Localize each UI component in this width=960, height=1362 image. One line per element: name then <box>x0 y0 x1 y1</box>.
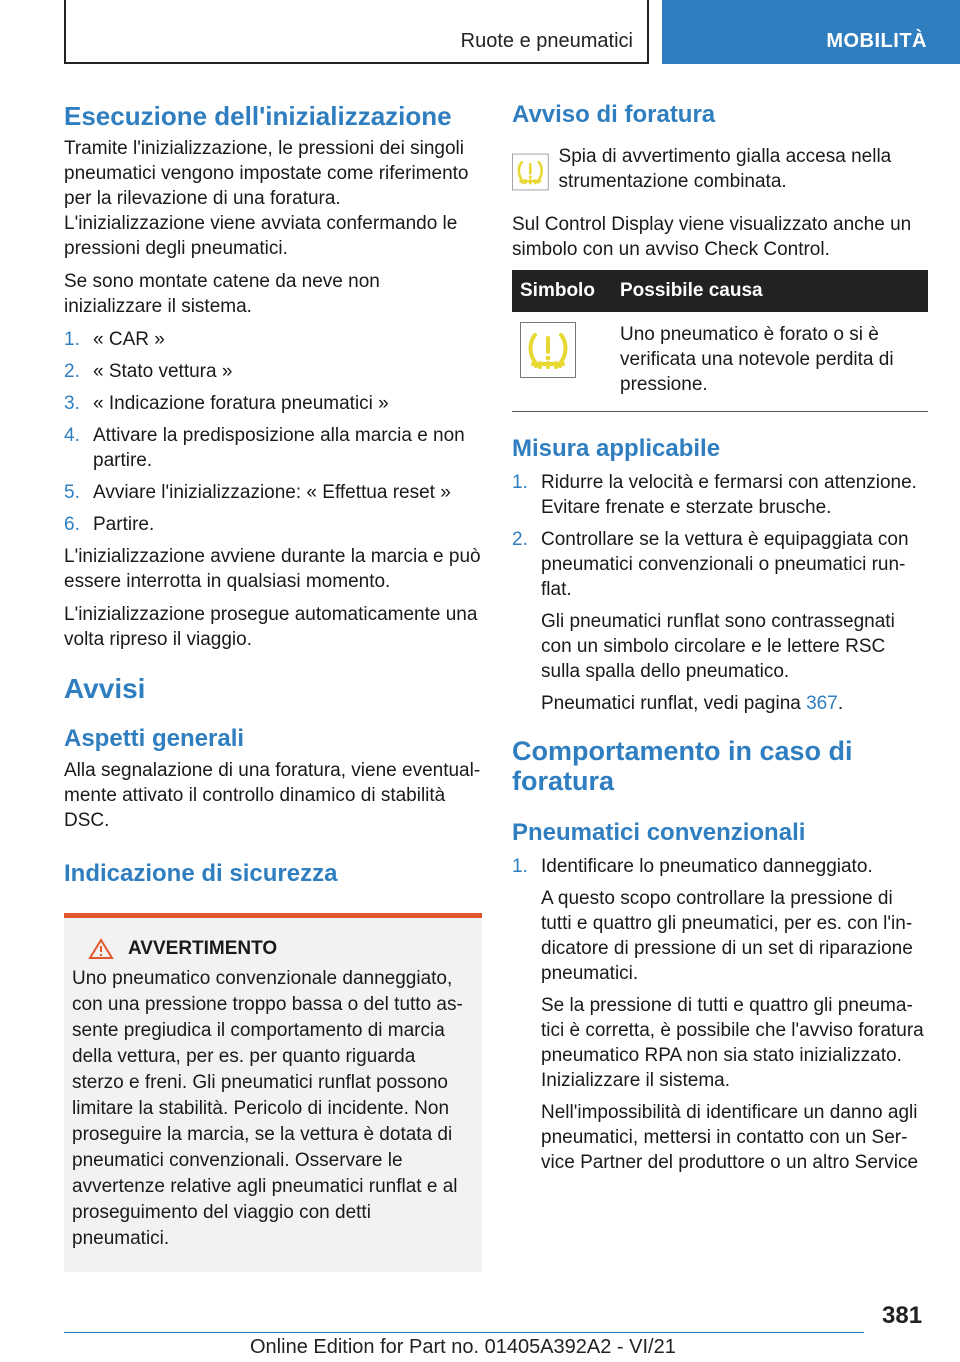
right-column <box>512 100 928 1182</box>
warning-triangle-icon <box>88 938 114 960</box>
page-link[interactable]: 367 <box>806 693 838 714</box>
table-cell-symbol <box>512 312 612 412</box>
table-header-cause: Possibile causa <box>612 270 928 312</box>
avvisi-heading: Avvisi <box>64 673 146 704</box>
list-item: 3. « Indicazione foratura pneumatici » <box>64 393 389 414</box>
header-section-title: Ruote e pneumatici <box>460 30 633 52</box>
misura-heading: Misura applicabile <box>512 435 721 462</box>
warning-header <box>72 938 470 960</box>
warning-text: Uno pneumatico convenzionale danneggiato, con una pressione troppo bassa o del tutto assente pregiudica il comportamento di marcia della vettura, per es. per quanto riguarda sterzo e freni. Gli pneumatici runflat possono limitare la stabilità. Pericolo di incidente. Non proseguire la marcia, se la vettura è dotata di pneumatici convenzionali. Osservare le avvertenze relative agli pneumatici runflat e al proseguimento del viaggio con detti pneumatici. <box>72 968 463 1249</box>
warning-box <box>64 913 482 1272</box>
list-item: 1. Identificare lo pneumatico danneggiato. A questo scopo controllare la pressione di tutti e quattro gli pneumatici, per es. con l'indicatore di pressione di un set di riparazione pneumatici. Se la pressione di tutti e quattro gli pneumatici è corretta, è possibile che l'avviso foratura pneumatico RPA non sia stato inizializzato. Inizializzare il sistema. Nell'impossibilità di identificare un danno agli pneumatici, mettersi in contatto con un Service Partner del produttore o un altro Service <box>512 854 928 1175</box>
sicurezza-heading: Indicazione di sicurezza <box>64 860 338 887</box>
list-item: 4. Attivare la predisposizione alla marcia e non partire. <box>64 425 465 471</box>
list-item: 1. Ridurre la velocità e fermarsi con attenzione. Evitare frenate e sterzate brusche. <box>512 472 917 518</box>
conv-sub-paragraph-1: A questo scopo controllare la pressione di tutti e quattro gli pneumatici, per es. con l'indicatore di pressione di un set di riparazione pneumatici. <box>541 888 913 984</box>
page-number: 381 <box>882 1302 923 1329</box>
avviso-icon-row <box>512 144 928 200</box>
misura-steps-list <box>512 470 928 716</box>
left-column <box>64 100 482 1272</box>
avviso-heading: Avviso di foratura <box>512 101 716 128</box>
convenzionali-heading: Pneumatici convenzionali <box>512 819 806 846</box>
init-steps-list <box>64 327 482 537</box>
list-item: 1. « CAR » <box>64 329 165 350</box>
init-paragraph-2: Se sono montate catene da neve non inizializzare il sistema. <box>64 271 380 317</box>
init-paragraph-1: Tramite l'inizializzazione, le pressioni dei singoli pneumatici vengono impostate come riferimento per la rilevazione di una foratura. L'inizializzazione viene avviata confermando le pressioni degli pneumatici. <box>64 138 469 259</box>
list-item: 5. Avviare l'inizializzazione: « Effettua reset » <box>64 482 451 503</box>
init-heading: Esecuzione dell'inizializzazione <box>64 101 452 131</box>
conv-steps-list <box>512 854 928 1175</box>
header-section-tab <box>64 0 649 64</box>
table-header-symbol: Simbolo <box>512 270 612 312</box>
aspetti-heading: Aspetti generali <box>64 725 245 752</box>
conv-sub-paragraph-3: Nell'impossibilità di identificare un danno agli pneumatici, mettersi in contatto con un Service Partner del produttore o un altro Service <box>541 1102 919 1173</box>
conv-sub-paragraph-2: Se la pressione di tutti e quattro gli pneumatici è corretta, è possibile che l'avviso foratura pneumatico RPA non sia stato inizializzato. Inizializzare il sistema. <box>541 995 924 1091</box>
warning-label: AVVERTIMENTO <box>128 938 278 959</box>
table-cell-cause: Uno pneumatico è forato o si è verificata una notevole perdita di pressione. <box>612 312 928 412</box>
header-chapter-tab <box>662 0 960 64</box>
symbol-table <box>512 270 928 412</box>
tire-pressure-warning-icon <box>520 322 576 378</box>
comportamento-heading: Comportamento in caso di foratura <box>512 736 853 796</box>
avviso-icon-text: Spia di avvertimento gialla accesa nella strumentazione combinata. <box>558 146 892 192</box>
list-item: 2. Controllare se la vettura è equipaggiata con pneumatici convenzionali o pneumatici runflat. Gli pneumatici runflat sono contrassegnati con un simbolo circolare e le lettere RSC sulla spalla dello pneumatico. Pneumatici runflat, vedi pagina 367. <box>512 527 928 716</box>
misura-sub-paragraph-1: Gli pneumatici runflat sono contrassegnati con un simbolo circolare e le lettere RSC sulla spalla dello pneumatico. <box>541 611 895 682</box>
tire-pressure-warning-icon <box>512 144 549 200</box>
footer-edition: Online Edition for Part no. 01405A392A2 - VI/21 <box>250 1336 676 1358</box>
table-row <box>512 312 928 412</box>
misura-sub-paragraph-2: Pneumatici runflat, vedi pagina 367. <box>541 693 844 714</box>
header-chapter-title: MOBILITÀ <box>826 30 927 52</box>
init-paragraph-3: L'inizializzazione avviene durante la marcia e può essere interrotta in qualsiasi momento. <box>64 546 481 592</box>
init-paragraph-4: L'inizializzazione prosegue automaticamente una volta ripreso il viaggio. <box>64 604 478 650</box>
aspetti-paragraph: Alla segnalazione di una foratura, viene eventualmente attivato il controllo dinamico di stabilità DSC. <box>64 760 481 831</box>
list-item: 6. Partire. <box>64 514 155 535</box>
list-item: 2. « Stato vettura » <box>64 361 233 382</box>
footer-divider <box>64 1332 864 1333</box>
avviso-paragraph: Sul Control Display viene visualizzato anche un simbolo con un avviso Check Control. <box>512 214 912 260</box>
